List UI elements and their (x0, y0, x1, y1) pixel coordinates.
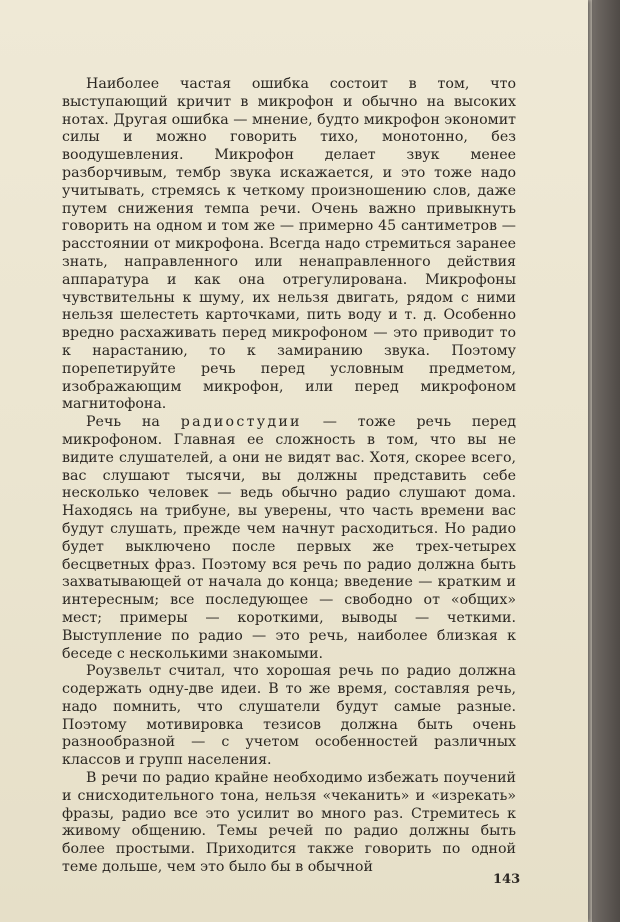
emphasized-term-radio-studio: радиостудии (180, 414, 302, 431)
paragraph-radio-tone: В речи по радио крайне необходимо избежать поучений и снисходительного тона, нельзя «чеканить» и «изрекать» фразы, радио все это усилит во много раз. Стремитесь к живому общению. Темы речей по радио должны быть более простыми. Приходится также говорить по одной теме дольше, чем это было бы в обычной (62, 770, 516, 876)
paragraph-microphone-errors: Наиболее частая ошибка состоит в том, что выступающий кричит в микрофон и обычно на высоких нотах. Другая ошибка — мнение, будто микрофон экономит силы и можно говорить тихо, монотонно, без воодушевления. Микрофон делает звук менее разборчивым, тембр звука искажается, и это тоже надо учитывать, стремясь к четкому произношению слов, даже путем снижения темпа речи. Очень важно привыкнуть говорить на одном и том же — примерно 45 сантиметров — расстоянии от микрофона. Всегда надо стремиться заранее знать, направленного или ненаправленного действия аппаратура и как она отрегулирована. Микрофоны чувствительны к шуму, их нельзя двигать, рядом с ними нельзя шелестеть карточками, пить воду и т. д. Особенно вредно расхаживать перед микрофоном — это приводит то к нарастанию, то к замиранию звука. Поэтому порепетируйте речь перед условным предметом, изображающим микрофон, или перед микрофоном магнитофона. (62, 76, 516, 413)
page-body-text (62, 76, 516, 877)
paragraph-radio-studio (62, 414, 516, 663)
page-number: 143 (493, 872, 521, 887)
paragraph-radio-lead: Речь на (86, 414, 160, 431)
paragraph-roosevelt: Роузвельт считал, что хорошая речь по радио должна содержать одну-две идеи. В то же время, составляя речь, надо помнить, что слушатели будут самые разные. Поэтому мотивировка тезисов должна быть очень разнообразной — с учетом особенностей различных классов и групп населения. (62, 663, 516, 769)
paragraph-radio-rest: — тоже речь перед микрофоном. Главная ее сложность в том, что вы не видите слушателей, а они не видят вас. Хотя, скорее всего, вас слушают тысячи, вы должны представить себе несколько человек — ведь обычно радио слушают дома. Находясь на трибуне, вы уверены, что часть времени вас будут слушать, прежде чем начнут расходиться. Но радио будет выключено после первых же трех-четырех бесцветных фраз. Поэтому вся речь по радио должна быть захватывающей от начала до конца; введение — кратким и интересным; все последующее — свободно от «общих» мест; примеры — короткими, выводы — четкими. Выступление по радио — это речь, наиболее близкая к беседе с несколькими знакомыми. (62, 414, 516, 662)
